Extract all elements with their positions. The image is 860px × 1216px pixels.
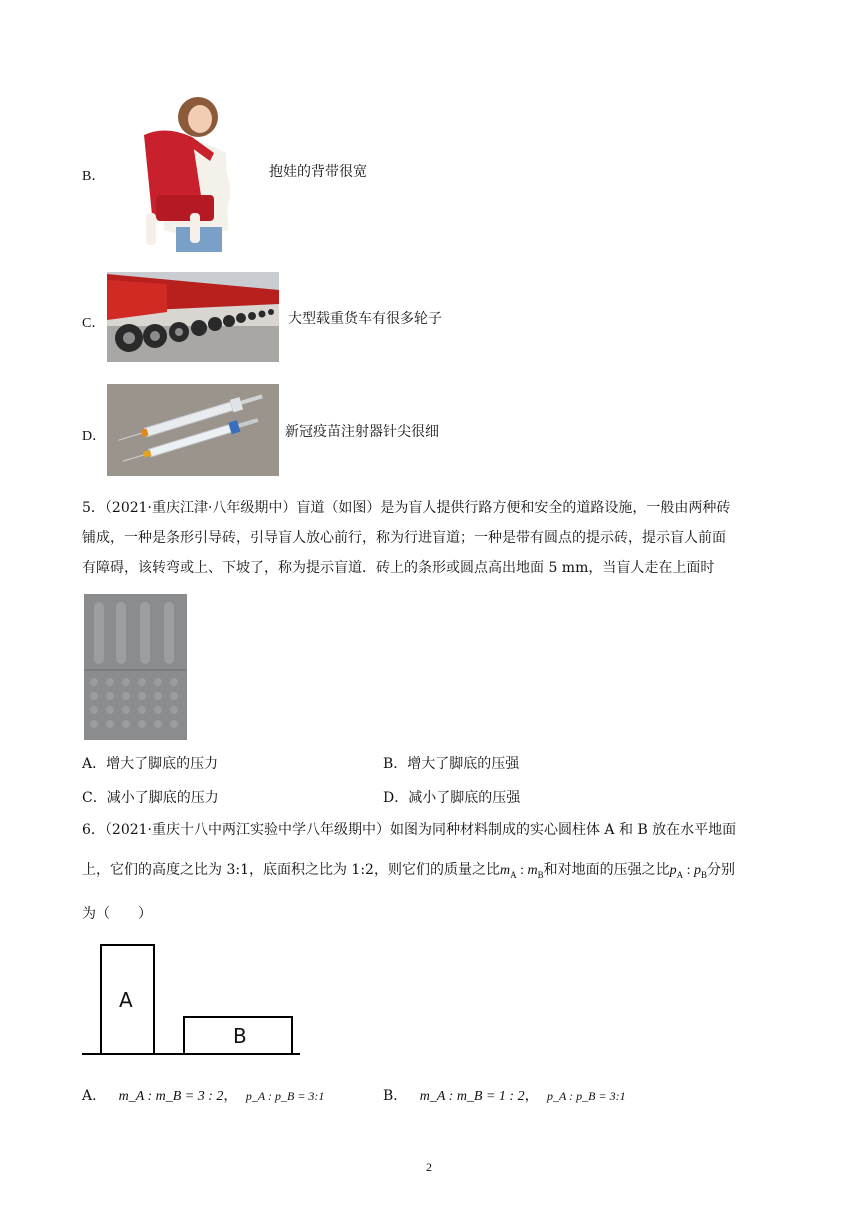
woman-baby-carrier-photo	[136, 95, 236, 252]
option-b-text: 抱娃的背带很宽	[269, 164, 367, 180]
q5-option-d: D．减小了脚底的压强	[383, 790, 521, 806]
q6-option-a: A． m_A : m_B = 3 : 2， p_A : p_B = 3:1	[82, 1088, 325, 1104]
q6-pressure-ratio: $p_A$ : $p_B$	[669, 863, 708, 880]
q6-line-2	[82, 863, 735, 880]
option-letter-d: D．	[82, 429, 107, 444]
q6-mass-ratio: $m_A$ : $m_B$	[499, 863, 544, 880]
q5-option-b: B．增大了脚底的压强	[383, 756, 520, 772]
q5-line-2: 铺成，一种是条形引导砖，引导盲人放心前行，称为行进盲道；一种是带有圆点的提示砖，提示盲人前面	[82, 530, 726, 546]
q6-line-3: 为（ ）	[82, 906, 152, 922]
q6-line-2-part-b: 和对地面的压强之比	[543, 862, 670, 878]
cylinder-b-label: B	[233, 1024, 247, 1048]
q6-option-b: B． m_A : m_B = 1 : 2， p_A : p_B = 3:1	[383, 1088, 626, 1104]
q5-option-a: A．增大了脚底的压力	[82, 756, 219, 772]
syringe-photo	[107, 384, 279, 476]
q5-line-3: 有障碍，该转弯或上、下坡了，称为提示盲道．砖上的条形或圆点高出地面 5 mm，当盲人走在上面时	[82, 560, 715, 576]
q5-option-c: C．减小了脚底的压力	[82, 790, 219, 806]
page-number: 2	[426, 1160, 432, 1174]
cylinders-diagram	[80, 942, 302, 1057]
option-c-text: 大型载重货车有很多轮子	[288, 311, 442, 327]
heavy-truck-wheels-photo	[107, 272, 279, 362]
q6-line-2-part-a: 上，它们的高度之比为 3:1，底面积之比为 1:2，则它们的质量之比	[82, 862, 500, 878]
option-letter-b: B．	[82, 169, 106, 184]
option-letter-c: C．	[82, 316, 106, 331]
q5-line-1: 5．（2021·重庆江津·八年级期中）盲道（如图）是为盲人提供行路方便和安全的道路设施，一般由两种砖	[82, 500, 731, 516]
q6-line-1: 6．（2021·重庆十八中两江实验中学八年级期中）如图为同种材料制成的实心圆柱体 A 和 B 放在水平地面	[82, 822, 737, 838]
tactile-paving-photo	[84, 594, 187, 740]
q6-line-2-part-c: 分别	[707, 862, 736, 878]
option-d-text: 新冠疫苗注射器针尖很细	[285, 424, 439, 440]
cylinder-a-label: A	[119, 988, 133, 1012]
